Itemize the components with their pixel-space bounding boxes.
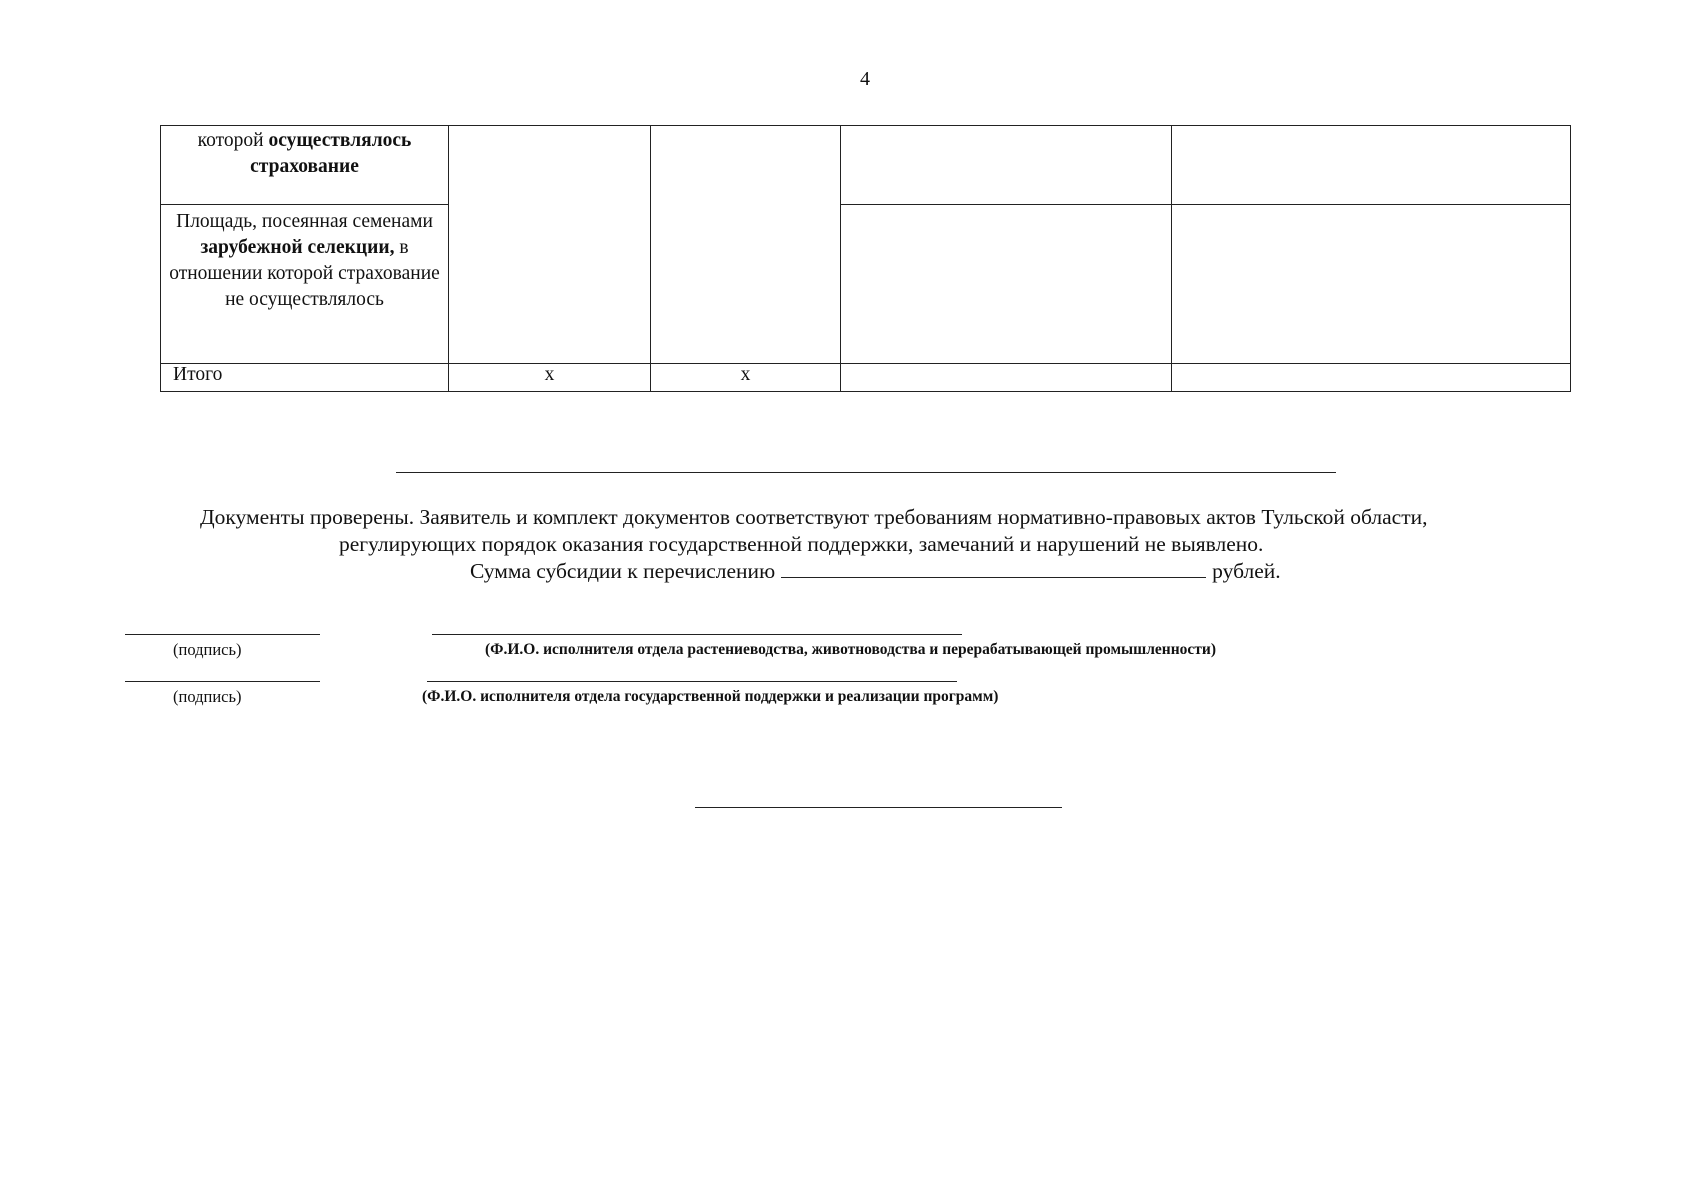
table-cell	[1172, 205, 1571, 364]
name-line-2	[427, 681, 957, 682]
separator-line	[396, 472, 1336, 473]
signature-caption-2: (подпись)	[173, 687, 242, 706]
closing-line	[695, 807, 1062, 808]
total-label: Итого	[161, 364, 449, 392]
total-col3: х	[651, 364, 841, 392]
table-cell	[1172, 126, 1571, 205]
page-number: 4	[860, 68, 870, 90]
table-cell	[841, 364, 1172, 392]
table-cell	[449, 126, 651, 364]
table-row	[161, 205, 1571, 364]
table-cell	[651, 126, 841, 364]
row-label-not-insured: Площадь, посеянная семенами зарубежной селекции, в отношении которой страхование не осуществлялось	[161, 205, 449, 364]
name-caption-1: (Ф.И.О. исполнителя отдела растениеводства, животноводства и перерабатывающей промышленности)	[485, 641, 1216, 658]
signature-caption-1: (подпись)	[173, 640, 242, 659]
subsidy-sum-blank	[781, 559, 1206, 578]
statement-line-2: регулирующих порядок оказания государственной поддержки, замечаний и нарушений не выявлено.	[339, 532, 1264, 556]
signature-line-2	[125, 681, 320, 682]
signature-line-1	[125, 634, 320, 635]
statement-line-1: Документы проверены. Заявитель и комплект документов соответствуют требованиям нормативно-правовых актов Тульской области,	[200, 505, 1428, 529]
total-col2: х	[449, 364, 651, 392]
table-cell	[841, 126, 1172, 205]
table-row-total	[161, 364, 1571, 392]
table-row	[161, 126, 1571, 205]
row-label-insured: которой осуществлялось страхование	[161, 126, 449, 205]
subsidy-sum-unit: рублей.	[1212, 559, 1281, 583]
table-cell	[841, 205, 1172, 364]
data-table	[160, 125, 1571, 392]
subsidy-sum-label: Сумма субсидии к перечислению	[470, 559, 776, 583]
name-line-1	[432, 634, 962, 635]
table-cell	[1172, 364, 1571, 392]
subsidy-sum-line	[470, 558, 1281, 585]
name-caption-2: (Ф.И.О. исполнителя отдела государственной поддержки и реализации программ)	[422, 688, 999, 705]
